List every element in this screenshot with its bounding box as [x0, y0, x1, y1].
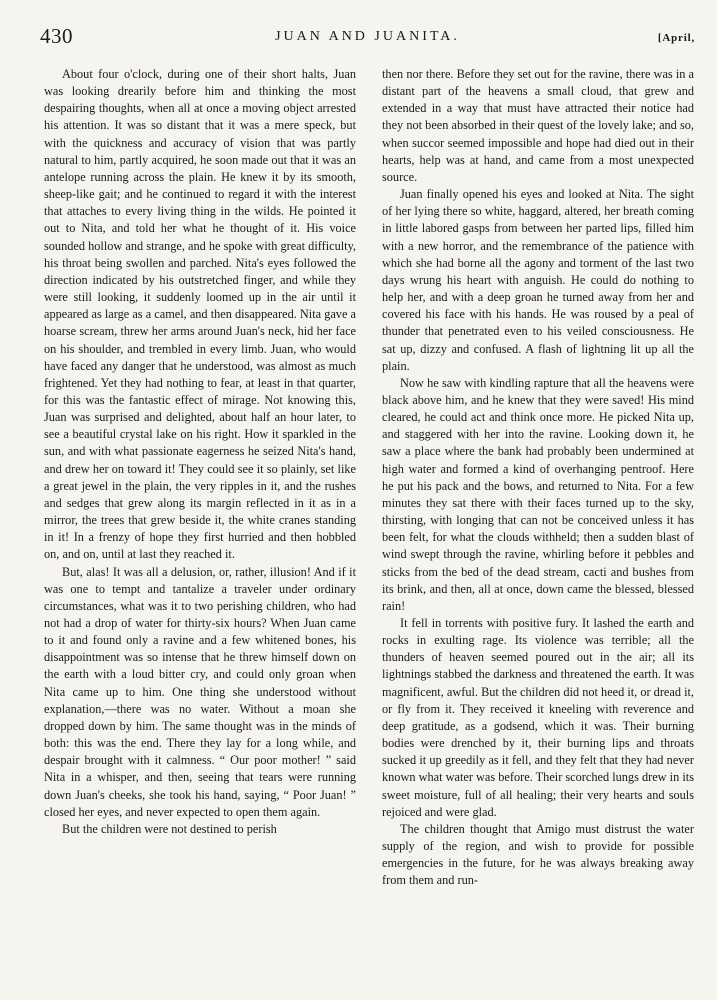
paragraph: About four o'clock, during one of their short halts, Juan was looking drearily before him and thinking the most despairing thoughts, when all at once a moving object arrested his attention. It was so distant that it was a mere speck, but with the quickness and accuracy of vision that was partly natural to him, partly acquired, he soon made out that it was an antelope running across the plain. He knew it by its smooth, sheep-like gait; and he continued to regard it with the interest that attaches to every living thing in the wilds. He pointed it out to Nita, and told her what he thought of it. His voice sounded hollow and strange, and he spoke with great difficulty, his throat being swollen and parched. Nita's eyes followed the direction indicated by his outstretched finger, and while they were still looking, it suddenly loomed up in the air until it appeared as large as a camel, and then disappeared. Nita gave a hoarse scream, threw her arms around Juan's neck, hid her face on his shoulder, and trembled in every limb. Juan, who would have faced any danger that he understood, was almost as much frightened. Yet they had nothing to fear, at least in that quarter, for this was the fantastic effect of mirage. Not knowing this, Juan was surprised and delighted, about half an hour later, to see a beautiful crystal lake on his right. How it sparkled in the sun, and with what passionate eagerness he seized Nita's hand, and drew her on toward it! They could see it so plainly, set like a great jewel in the plain, the very ripples in it, and the rushes and sedges that grew along its margin reflected in it as in a mirror, the trees that grew beside it, the white cranes standing in it! In a frenzy of hope they first hurried and then hobbled on, and on, until at last they reached it. [44, 67, 356, 562]
paragraph: then nor there. Before they set out for the ravine, there was in a distant part of the heavens a small cloud, that grew and extended in a way that must have attracted their notice had they not been absorbed in their quest of the lovely lake; and so, when succor seemed impossible and hope had died out in their hearts, help was at hand, and came from a most unexpected source. [382, 67, 694, 184]
paragraph: Juan finally opened his eyes and looked at Nita. The sight of her lying there so white, haggard, altered, her breath coming in little labored gasps from between her parted lips, filled him with a new horror, and the remembrance of the patience with which she had borne all the agony and torment of the last two days wrung his heart with anguish. He could do nothing to help her, and with a deep groan he turned away from her and covered his face with his hands. He was roused by a peal of thunder that penetrated even to his veiled consciousness. He sat up, dizzy and confused. A flash of lightning lit up all the plain. [382, 187, 694, 373]
page-number: 430 [40, 24, 73, 48]
page-header [40, 24, 695, 54]
right-column [382, 66, 694, 988]
issue-month: [April, [657, 32, 695, 44]
paragraph: It fell in torrents with positive fury. It lashed the earth and rocks in exulting rage. Its violence was terrible; all the thunders of heaven seemed poured out in the air; all its lightnings stabbed the darkness and threatened the earth. It was magnificent, awful. But the children did not heed it, or dread it, or fly from it. They received it kneeling with reverence and deep gratitude, as a godsend, which it was. Their burning bodies were drenched by it, their burning lips and throats sucked it up greedily as it fell, and they felt that they had never known what water was before. Their scorched lungs drew in its sweet moisture, full of all healing; their very hearts and souls rejoiced and were glad. [382, 616, 694, 819]
paragraph: But the children were not destined to perish [62, 821, 277, 836]
paragraph: Now he saw with kindling rapture that all the heavens were black above him, and he knew that they were saved! His mind cleared, he could act and think once more. He picked Nita up, and staggered with her into the ravine. Looking down it, he saw a place where the bank had probably been undermined at high water and formed a kind of overhanging pentroof. Here he put his pack and the bows, and returned to Nita. For a few minutes they sat there with their faces turned up to the sky, thirsting, with longing that can not be conceived unless it has been felt, for what the clouds withheld; then a sudden blast of wind swept through the ravine, whirling before it pebbles and sticks from the bed of the dead stream, cacti and bushes from its brink, and then, all at once, down came the blessed, blessed rain! [382, 375, 694, 613]
paragraph: The children thought that Amigo must distrust the water supply of the region, and wish to provide for possible emergencies in the future, for he was always breaking away from them and run- [382, 821, 694, 888]
paragraph: But, alas! It was all a delusion, or, rather, illusion! And if it was one to tempt and tantalize a traveler under ordinary circumstances, what was it to two perishing children, who had not had a drop of water for thirty-six hours? When Juan came to it and found only a ravine and a few whitened bones, his disappointment was so intense that he threw himself down on the earth with a loud bitter cry, and could only groan when Nita came up to him. One thing she understood without explanation,—there was no water. Without a moan she dropped down by him. The same thought was in the minds of both: this was the end. There they lay for a long while, and despair brought with it calmness. “ Our poor mother! ” said Nita in a whisper, and then, seeing that tears were running down Juan's cheeks, she took his hand, saying, “ Poor Juan! ” closed her eyes, and never expected to open them again. [44, 564, 356, 819]
left-column [44, 66, 356, 988]
running-title: JUAN AND JUANITA. [275, 29, 460, 44]
text-columns [44, 66, 694, 988]
